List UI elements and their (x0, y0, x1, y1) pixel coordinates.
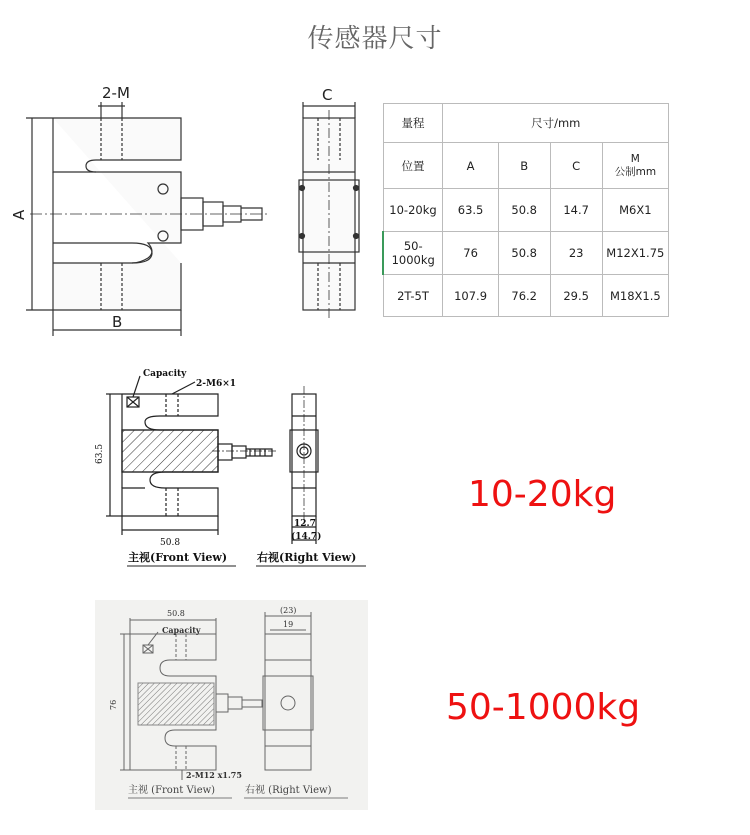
height-label: 63.5 (95, 443, 105, 464)
header-m-line2: 公制mm (614, 165, 657, 178)
row-a: 76 (443, 232, 498, 275)
header-range: 量程 (383, 104, 443, 143)
side-inner-label: 19 (283, 620, 294, 629)
side-outer-label: (14.7) (291, 532, 322, 542)
label-a: A (10, 209, 28, 220)
row-m: M12X1.75 (602, 232, 668, 275)
thread-label: 2-M6×1 (196, 379, 237, 389)
height-label: 76 (109, 699, 118, 710)
row-c: 29.5 (550, 275, 602, 317)
capacity-label: Capacity (143, 369, 187, 379)
row-range: 50-1000kg (383, 232, 443, 275)
label-2m: 2-M (102, 84, 130, 102)
header-b: B (498, 143, 550, 189)
row-m: M6X1 (602, 189, 668, 232)
row-b: 50.8 (498, 189, 550, 232)
width-label: 50.8 (167, 609, 185, 618)
right-view-label: 右视(Right View) (257, 551, 357, 564)
range-label-50-1000kg: 50-1000kg (446, 687, 641, 728)
row-range: 10-20kg (383, 189, 443, 232)
row-c: 23 (550, 232, 602, 275)
page-title: 传感器尺寸 (307, 24, 443, 54)
thread-label: 2-M12 x1.75 (186, 770, 242, 780)
side-inner-label: 12.7 (294, 519, 316, 529)
row-m: M18X1.5 (602, 275, 668, 317)
front-view-label: 主视 (Front View) (128, 785, 216, 796)
row-a: 63.5 (443, 189, 498, 232)
header-a: A (443, 143, 498, 189)
label-b: B (112, 313, 123, 331)
width-label: 50.8 (160, 538, 181, 548)
header-size: 尺寸/mm (443, 104, 669, 143)
right-view-label: 右视 (Right View) (245, 785, 332, 796)
range-label-10-20kg: 10-20kg (468, 474, 617, 515)
header-c: C (550, 143, 602, 189)
side-outer-label: (23) (280, 606, 297, 615)
row-b: 76.2 (498, 275, 550, 317)
front-view-label: 主视(Front View) (128, 551, 228, 564)
row-c: 14.7 (550, 189, 602, 232)
row-range: 2T-5T (383, 275, 443, 317)
row-b: 50.8 (498, 232, 550, 275)
label-c: C (322, 86, 333, 104)
header-position: 位置 (383, 143, 443, 189)
header-m-line1: M (630, 152, 640, 165)
capacity-label: Capacity (162, 625, 201, 635)
row-a: 107.9 (443, 275, 498, 317)
